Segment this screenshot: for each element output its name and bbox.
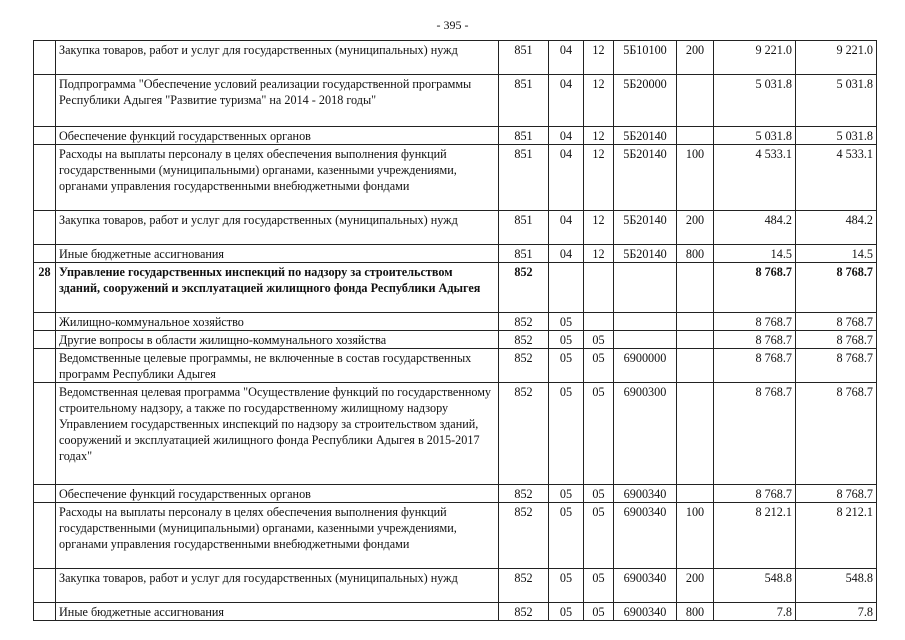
target-article-code: 5Б20000 [614,75,677,127]
row-name: Иные бюджетные ассигнования [56,245,499,263]
subsection-code: 12 [584,245,614,263]
subsection-code: 12 [584,41,614,75]
section-code: 05 [549,349,584,383]
amount-2017: 8 768.7 [796,331,877,349]
ministry-code: 851 [499,41,549,75]
table-row [34,313,877,331]
row-name: Подпрограмма "Обеспечение условий реализации государственной программы Республики Адыгея "Развитие туризма" на 2014 - 2018 годы" [56,75,499,127]
row-number [34,331,56,349]
row-number [34,145,56,211]
subsection-code: 12 [584,127,614,145]
ministry-code: 852 [499,331,549,349]
section-code: 05 [549,313,584,331]
section-code: 05 [549,603,584,621]
row-number: 28 [34,263,56,313]
subsection-code: 05 [584,383,614,485]
budget-table-body [34,41,877,621]
row-number [34,75,56,127]
target-article-code: 6900340 [614,485,677,503]
page-number: - 395 - [436,18,469,32]
section-code: 04 [549,211,584,245]
table-row [34,569,877,603]
amount-2017: 4 533.1 [796,145,877,211]
amount-2017: 14.5 [796,245,877,263]
section-code [549,263,584,313]
target-article-code: 6900000 [614,349,677,383]
subsection-code: 05 [584,485,614,503]
target-article-code: 5Б20140 [614,211,677,245]
row-number [34,127,56,145]
ministry-code: 852 [499,383,549,485]
expense-type-code [677,485,714,503]
expense-type-code [677,263,714,313]
row-number [34,349,56,383]
budget-table [33,40,877,621]
ministry-code: 852 [499,313,549,331]
row-name: Управление государственных инспекций по надзору за строительством зданий, сооружений и эксплуатацией жилищного фонда Республики Адыгея [56,263,499,313]
expense-type-code: 200 [677,41,714,75]
amount-2016: 5 031.8 [714,75,796,127]
amount-2016: 8 768.7 [714,263,796,313]
amount-2017: 5 031.8 [796,127,877,145]
target-article-code [614,313,677,331]
expense-type-code: 200 [677,569,714,603]
amount-2016: 9 221.0 [714,41,796,75]
ministry-code: 852 [499,485,549,503]
row-name: Жилищно-коммунальное хозяйство [56,313,499,331]
subsection-code: 05 [584,569,614,603]
target-article-code [614,331,677,349]
table-row [34,383,877,485]
section-code: 04 [549,127,584,145]
row-name: Другие вопросы в области жилищно-коммунального хозяйства [56,331,499,349]
amount-2016: 7.8 [714,603,796,621]
row-name: Обеспечение функций государственных органов [56,485,499,503]
expense-type-code [677,313,714,331]
table-row [34,41,877,75]
row-name: Расходы на выплаты персоналу в целях обеспечения выполнения функций государственными (муниципальными) органами, казенными учреждениями, органами управления государственными внебюджетными фондами [56,145,499,211]
ministry-code: 852 [499,503,549,569]
table-row [34,503,877,569]
amount-2016: 4 533.1 [714,145,796,211]
section-code: 05 [549,331,584,349]
target-article-code: 5Б20140 [614,145,677,211]
table-row [34,331,877,349]
subsection-code: 05 [584,503,614,569]
amount-2017: 8 768.7 [796,485,877,503]
ministry-code: 852 [499,603,549,621]
row-name: Закупка товаров, работ и услуг для государственных (муниципальных) нужд [56,569,499,603]
row-name: Расходы на выплаты персоналу в целях обеспечения выполнения функций государственными (муниципальными) органами, казенными учреждениями, органами управления государственными внебюджетными фондами [56,503,499,569]
row-name: Иные бюджетные ассигнования [56,603,499,621]
ministry-code: 851 [499,127,549,145]
ministry-code: 851 [499,145,549,211]
section-code: 05 [549,503,584,569]
ministry-code: 852 [499,569,549,603]
amount-2016: 8 768.7 [714,331,796,349]
table-row [34,145,877,211]
row-number [34,41,56,75]
section-code: 05 [549,569,584,603]
section-code: 04 [549,75,584,127]
amount-2016: 484.2 [714,211,796,245]
expense-type-code: 800 [677,603,714,621]
amount-2017: 548.8 [796,569,877,603]
amount-2016: 548.8 [714,569,796,603]
ministry-code: 851 [499,245,549,263]
table-row [34,349,877,383]
target-article-code: 5Б20140 [614,127,677,145]
target-article-code: 5Б20140 [614,245,677,263]
row-number [34,245,56,263]
subsection-code [584,263,614,313]
table-row [34,263,877,313]
table-row [34,127,877,145]
expense-type-code: 200 [677,211,714,245]
target-article-code [614,263,677,313]
expense-type-code [677,75,714,127]
subsection-code: 05 [584,349,614,383]
amount-2017: 8 768.7 [796,383,877,485]
row-number [34,603,56,621]
expense-type-code [677,349,714,383]
amount-2016: 8 768.7 [714,485,796,503]
section-code: 05 [549,485,584,503]
table-row [34,245,877,263]
target-article-code: 6900300 [614,383,677,485]
amount-2017: 8 768.7 [796,263,877,313]
amount-2016: 8 212.1 [714,503,796,569]
row-number [34,503,56,569]
table-row [34,485,877,503]
amount-2017: 8 768.7 [796,349,877,383]
amount-2017: 9 221.0 [796,41,877,75]
section-code: 05 [549,383,584,485]
row-name: Ведомственные целевые программы, не включенные в состав государственных программ Республики Адыгея [56,349,499,383]
section-code: 04 [549,245,584,263]
table-row [34,211,877,245]
row-name: Обеспечение функций государственных органов [56,127,499,145]
subsection-code: 12 [584,75,614,127]
ministry-code: 852 [499,263,549,313]
subsection-code: 12 [584,211,614,245]
target-article-code: 6900340 [614,503,677,569]
expense-type-code: 100 [677,503,714,569]
row-number [34,485,56,503]
amount-2017: 484.2 [796,211,877,245]
table-row [34,75,877,127]
amount-2016: 8 768.7 [714,313,796,331]
target-article-code: 6900340 [614,569,677,603]
expense-type-code [677,383,714,485]
row-number [34,211,56,245]
subsection-code: 05 [584,603,614,621]
section-code: 04 [549,145,584,211]
amount-2016: 8 768.7 [714,349,796,383]
row-number [34,383,56,485]
amount-2016: 5 031.8 [714,127,796,145]
expense-type-code [677,331,714,349]
row-number [34,313,56,331]
row-number [34,569,56,603]
amount-2017: 8 768.7 [796,313,877,331]
row-name: Закупка товаров, работ и услуг для государственных (муниципальных) нужд [56,211,499,245]
subsection-code: 12 [584,145,614,211]
section-code: 04 [549,41,584,75]
amount-2017: 5 031.8 [796,75,877,127]
amount-2017: 8 212.1 [796,503,877,569]
target-article-code: 6900340 [614,603,677,621]
amount-2017: 7.8 [796,603,877,621]
expense-type-code: 100 [677,145,714,211]
target-article-code: 5Б10100 [614,41,677,75]
ministry-code: 851 [499,75,549,127]
expense-type-code [677,127,714,145]
expense-type-code: 800 [677,245,714,263]
amount-2016: 14.5 [714,245,796,263]
table-row [34,603,877,621]
ministry-code: 852 [499,349,549,383]
ministry-code: 851 [499,211,549,245]
amount-2016: 8 768.7 [714,383,796,485]
row-name: Ведомственная целевая программа "Осуществление функций по государственному строительному надзору, а также по государственному жилищному надзору Управлением государственных инспекций по надзору за строительством зданий, сооружений и эксплуатацией жилищного фонда Республики Адыгея в 2015-2017 годах" [56,383,499,485]
row-name: Закупка товаров, работ и услуг для государственных (муниципальных) нужд [56,41,499,75]
subsection-code: 05 [584,331,614,349]
subsection-code [584,313,614,331]
